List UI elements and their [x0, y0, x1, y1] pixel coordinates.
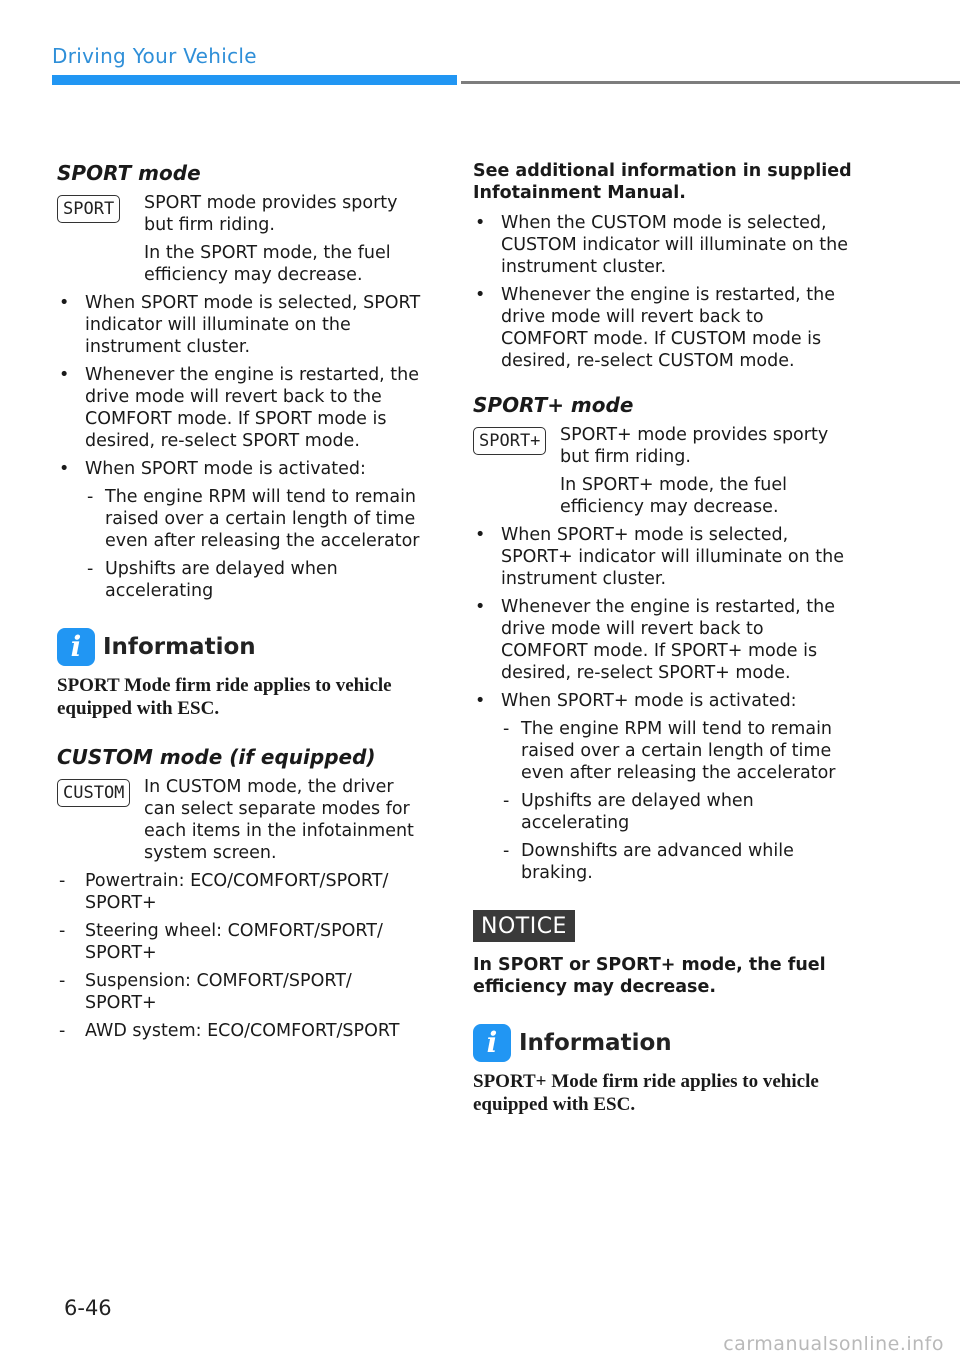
information-text: SPORT Mode firm ride applies to vehicle equipped with ESC. [57, 675, 392, 719]
information-header [57, 628, 429, 666]
section-header-title: Driving Your Vehicle [52, 44, 257, 68]
sport-plus-mode-icon: SPORT+ [473, 427, 546, 455]
list-item: • Whenever the engine is restarted, the drive mode will revert back to COMFORT mode. If SPORT+ mode is desired, re-select SPORT+ mode. [473, 596, 853, 684]
sport-mode-heading: SPORT mode [57, 161, 201, 185]
sport-bullet-list [57, 292, 429, 602]
custom-bullet-list [473, 212, 853, 372]
notice-text: In SPORT or SPORT+ mode, the fuel efficiency may decrease. [473, 955, 826, 997]
sport-mode-icon: SPORT [57, 195, 120, 223]
information-label: Information [519, 1030, 672, 1056]
sport-plus-mode-heading: SPORT+ mode [473, 393, 634, 417]
list-item: • When SPORT mode is selected, SPORT indicator will illuminate on the instrument cluster. [57, 292, 429, 358]
list-item: • Whenever the engine is restarted, the drive mode will revert back to the COMFORT mode. If SPORT mode is desired, re-select SPORT mode. [57, 364, 429, 452]
sport-plus-desc-1: SPORT+ mode provides sporty but firm riding. [560, 425, 829, 467]
custom-desc: In CUSTOM mode, the driver can select separate modes for each items in the infotainment system screen. [144, 777, 414, 863]
sport-desc-2: In the SPORT mode, the fuel efficiency may decrease. [144, 243, 391, 285]
information-label: Information [103, 634, 256, 660]
custom-mode-heading: CUSTOM mode (if equipped) [57, 745, 376, 769]
sport-plus-bullet-list [473, 524, 853, 884]
list-item: • When the CUSTOM mode is selected, CUSTOM indicator will illuminate on the instrument cluster. [473, 212, 853, 278]
info-icon: i [57, 628, 95, 666]
list-item: - Upshifts are delayed when accelerating [473, 790, 853, 834]
sport-sub-list [57, 486, 429, 602]
custom-mode-icon: CUSTOM [57, 779, 130, 807]
list-item: - Steering wheel: COMFORT/SPORT/ SPORT+ [57, 920, 429, 964]
information-header [473, 1024, 853, 1062]
sport-plus-description [473, 424, 853, 518]
header-accent-bar [52, 75, 457, 85]
list-item: - Suspension: COMFORT/SPORT/ SPORT+ [57, 970, 429, 1014]
right-column [473, 160, 853, 1116]
notice-badge: NOTICE [473, 910, 575, 942]
information-text: SPORT+ Mode firm ride applies to vehicle equipped with ESC. [473, 1071, 819, 1115]
see-additional-info: See additional information in supplied Infotainment Manual. [473, 161, 852, 203]
list-item: - The engine RPM will tend to remain raised over a certain length of time even after releasing the accelerator [473, 718, 853, 784]
list-item [473, 690, 853, 884]
page-number: 6-46 [64, 1296, 112, 1320]
list-item: • When SPORT+ mode is selected, SPORT+ indicator will illuminate on the instrument cluster. [473, 524, 853, 590]
header-divider [461, 81, 960, 84]
list-item: - Powertrain: ECO/COMFORT/SPORT/ SPORT+ [57, 870, 429, 914]
custom-mode-description [57, 776, 429, 864]
info-icon: i [473, 1024, 511, 1062]
sport-plus-activated-label: When SPORT+ mode is activated: [501, 691, 797, 711]
list-item: - AWD system: ECO/COMFORT/SPORT [57, 1020, 429, 1042]
sport-plus-desc-2: In SPORT+ mode, the fuel efficiency may decrease. [560, 475, 787, 517]
sport-activated-label: When SPORT mode is activated: [85, 459, 366, 479]
list-item: - Downshifts are advanced while braking. [473, 840, 853, 884]
sport-desc-1: SPORT mode provides sporty but firm riding. [144, 193, 398, 235]
watermark: carmanualsonline.info [723, 1333, 944, 1355]
list-item: - Upshifts are delayed when accelerating [57, 558, 429, 602]
list-item [57, 458, 429, 602]
custom-modes-list [57, 870, 429, 1042]
list-item: • Whenever the engine is restarted, the drive mode will revert back to COMFORT mode. If CUSTOM mode is desired, re-select CUSTOM mode. [473, 284, 853, 372]
sport-mode-description [57, 192, 429, 286]
left-column [57, 160, 429, 1048]
list-item: - The engine RPM will tend to remain raised over a certain length of time even after releasing the accelerator [57, 486, 429, 552]
sport-plus-sub-list [473, 718, 853, 884]
